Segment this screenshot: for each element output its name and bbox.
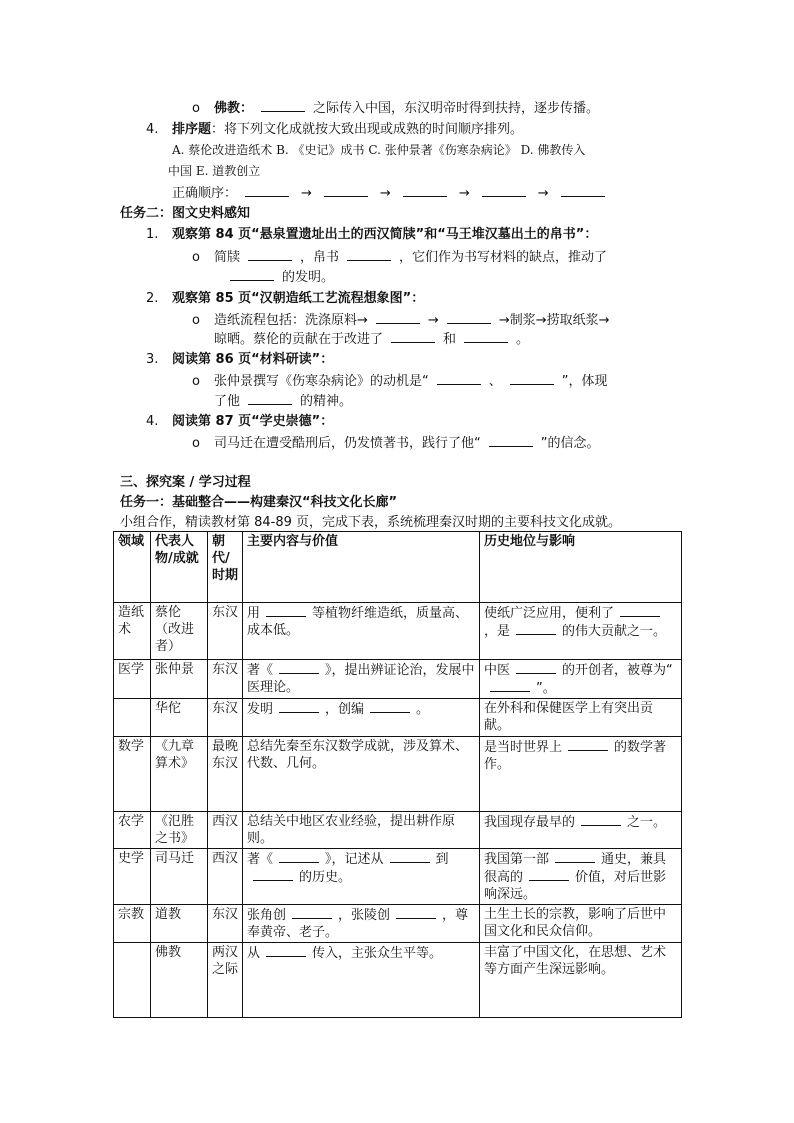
answer-blank[interactable]: [581, 813, 621, 826]
task1-intro: 小组合作，精读教材第 84-89 页，完成下表，系统梳理秦汉时期的主要科技文化成就。: [120, 515, 622, 530]
answer-blank[interactable]: [253, 868, 293, 881]
answer-blank[interactable]: [568, 738, 608, 751]
order-blank-3[interactable]: [403, 184, 447, 197]
table-row: 农学 《氾胜之书》 西汉 总结关中地区农业经验，提出耕作原则。 我国现存最早的 之一。: [114, 812, 682, 849]
section3-title: 三、探究案 / 学习过程: [120, 475, 251, 490]
order-blank-5[interactable]: [561, 184, 605, 197]
order-blank-4[interactable]: [482, 184, 526, 197]
answer-blank[interactable]: [529, 868, 569, 881]
header-impact: 历史地位与影响: [480, 532, 682, 603]
answer-blank[interactable]: [347, 248, 391, 261]
table-row: 史学 司马迁 西汉 著《 》，记述从 到的历史。 我国第一部 通史，兼具很高的 价值，对后世影响深远。: [114, 849, 682, 905]
answer-blank[interactable]: [370, 700, 410, 713]
ordering-options-line2: 中国 E. 道教创立: [168, 164, 261, 178]
answer-blank[interactable]: [516, 661, 556, 674]
task2-title: 任务二：图文史料感知: [120, 206, 251, 221]
table-row: 华佗 东汉 发明 ，创编 。 在外科和保健医学上有突出贡献。: [114, 699, 682, 737]
answer-blank[interactable]: [516, 622, 556, 635]
answer-blank[interactable]: [447, 311, 491, 324]
task2-item-2: 2. 观察第 85 页“汉朝造纸工艺流程想象图”：: [146, 291, 425, 306]
answer-label: 正确顺序：: [172, 186, 238, 201]
task2-item-1-sub: o 简牍 ，帛书 ，它们作为书写材料的缺点，推动了: [192, 250, 608, 265]
answer-blank[interactable]: [248, 248, 292, 261]
answer-blank[interactable]: [230, 268, 274, 281]
ordering-answer-row: 正确顺序： → → → →: [172, 184, 613, 202]
answer-blank[interactable]: [266, 944, 306, 957]
table-row: 宗教 道教 东汉 张角创 ，张陵创 ，尊奉黄帝、老子。 土生土长的宗教，影响了后世中国文化和民众信仰。: [114, 905, 682, 943]
answer-blank[interactable]: [555, 850, 595, 863]
buddhism-fill-line: o 佛教： 之际传入中国，东汉明帝时得到扶持，逐步传播。: [192, 101, 600, 116]
task1-title: 任务一：基础整合——构建秦汉“科技文化长廊”: [120, 495, 398, 510]
table-row: 佛教 两汉之际 从 传入，主张众生平等。 丰富了中国文化，在思想、艺术等方面产生深远影响。: [114, 943, 682, 1018]
order-blank-2[interactable]: [324, 184, 368, 197]
answer-blank[interactable]: [279, 661, 319, 674]
answer-blank[interactable]: [261, 99, 305, 112]
table-row: 造纸术 蔡伦（改进者） 东汉 用 等植物纤维造纸，质量高、成本低。 使纸广泛应用，便利了，是 的伟大贡献之一。: [114, 603, 682, 660]
task2-item-3-sub: o 张仲景撰写《伤寒杂病论》的动机是“ 、 ”，体现: [192, 374, 608, 389]
achievements-table: [113, 531, 682, 1018]
answer-blank[interactable]: [396, 906, 436, 919]
task2-item-3: 3. 阅读第 86 页“材料研读”：: [146, 352, 334, 367]
answer-blank[interactable]: [464, 330, 508, 343]
answer-blank[interactable]: [620, 604, 660, 617]
answer-blank[interactable]: [279, 700, 319, 713]
answer-blank[interactable]: [489, 434, 533, 447]
answer-blank[interactable]: [279, 850, 319, 863]
table-row: 医学 张仲景 东汉 著《 》，提出辨证论治，发展中医理论。 中医 的开创者，被尊为“”。: [114, 660, 682, 699]
answer-blank[interactable]: [390, 850, 430, 863]
answer-blank[interactable]: [292, 906, 332, 919]
task2-item-1-sub2: 的发明。: [222, 268, 334, 286]
answer-blank[interactable]: [510, 372, 554, 385]
answer-blank[interactable]: [391, 330, 435, 343]
bullet: o: [192, 101, 200, 116]
answer-blank[interactable]: [490, 679, 530, 692]
task2-item-4: 4. 阅读第 87 页“学史崇德”：: [146, 414, 334, 429]
header-rep: 代表人物/成就: [151, 532, 208, 603]
answer-blank[interactable]: [376, 311, 420, 324]
answer-blank[interactable]: [266, 604, 306, 617]
ordering-question: 4. 排序题：将下列文化成就按大致出现或成熟的时间顺序排列。: [146, 122, 524, 137]
task2-item-3-sub2: 了他 的精神。: [214, 394, 353, 409]
ordering-options-line1: A. 蔡伦改进造纸术 B. 《史记》成书 C. 张仲景著《伤寒杂病论》 D. 佛教传入: [172, 143, 586, 157]
answer-blank[interactable]: [248, 392, 292, 405]
task2-item-1: 1. 观察第 84 页“悬泉置遗址出土的西汉简牍”和“马王堆汉墓出土的帛书”：: [146, 227, 598, 242]
buddhism-label: 佛教：: [214, 101, 254, 116]
table-row: 数学 《九章算术》 最晚东汉 总结先秦至东汉数学成就，涉及算术、代数、几何。 是当时世界上 的数学著作。: [114, 737, 682, 812]
order-blank-1[interactable]: [245, 184, 289, 197]
ordering-title: 排序题: [172, 122, 212, 137]
header-field: 领域: [114, 532, 151, 603]
header-content: 主要内容与价值: [243, 532, 480, 603]
answer-blank[interactable]: [437, 372, 481, 385]
task2-item-2-sub: o 造纸流程包括：洗涤原料→ → →制浆→捞取纸浆→: [192, 313, 610, 328]
task2-item-2-sub2: 晾晒。蔡伦的贡献在于改进了 和 。: [214, 332, 530, 347]
table-header-row: [114, 532, 682, 603]
header-dynasty: 朝代/时期: [208, 532, 243, 603]
task2-item-4-sub: o 司马迁在遭受酷刑后，仍发愤著书，践行了他“ ”的信念。: [192, 436, 600, 451]
